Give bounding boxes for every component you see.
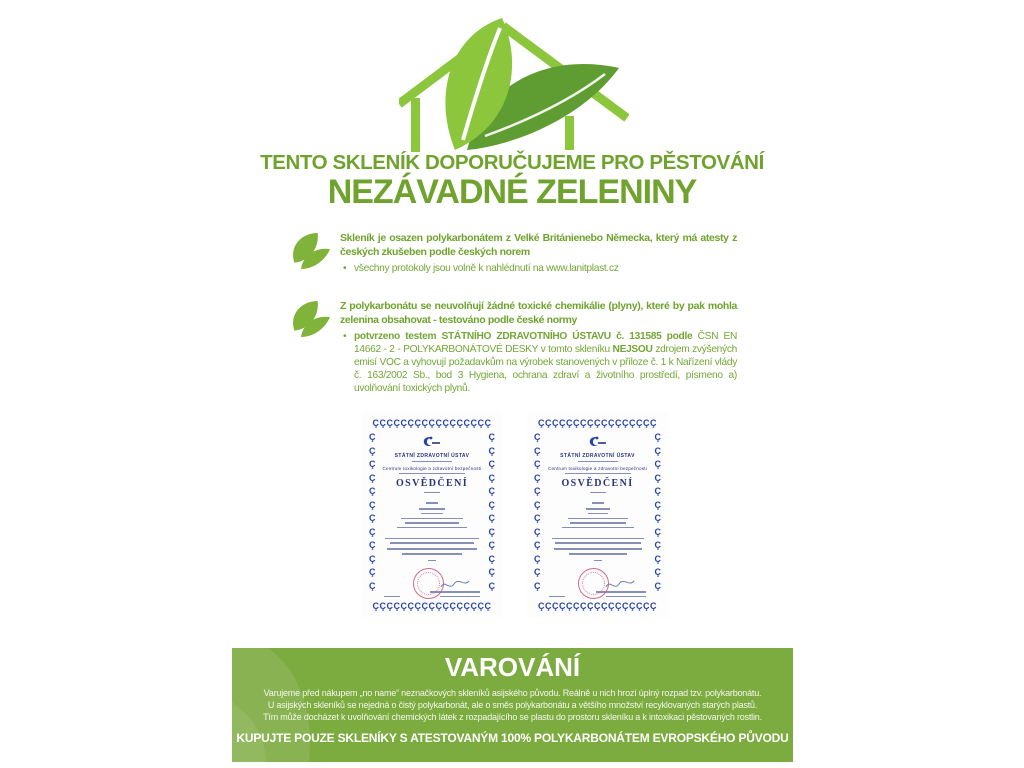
- bullet-marker: •: [343, 263, 347, 274]
- section-polycarbonate-origin: [340, 231, 737, 275]
- text-line: [594, 560, 602, 561]
- heading-line1: TENTO SKLENÍK DOPORUČUJEME PRO PĚSTOVÁNÍ: [260, 151, 764, 174]
- warning-line: Varujeme před nákupem „no name“ neznačkových skleníků asijského původu. Reálně u nich hrozí úplný rozpad tzv. polykarbonátu.: [263, 688, 762, 698]
- certificate-org: STÁTNÍ ZDRAVOTNÍ ÚSTAV: [560, 453, 635, 459]
- text-line: [578, 461, 618, 462]
- signature-icon: [605, 578, 635, 597]
- certificate-content: [549, 433, 646, 599]
- section-no-toxins: [340, 299, 737, 395]
- text-block: [384, 500, 480, 530]
- leaf-icon: [287, 229, 333, 275]
- szu-logo-icon: [421, 435, 443, 449]
- section-lead: Skleník je osazen polykarbonátem z Velké Británienebo Německa, který má atesty z českých zkušeben podle českých norem: [340, 232, 737, 258]
- section-bullet: [340, 330, 737, 395]
- text-line: [424, 492, 440, 493]
- certificate-border: ÇÇÇÇÇÇÇÇÇÇÇÇ: [369, 432, 376, 591]
- text-line: [590, 492, 606, 493]
- certificate-border: ÇÇÇÇÇÇÇÇÇÇÇÇÇÇÇÇÇ: [538, 418, 657, 428]
- bullet-text-bold: NEJSOU: [612, 344, 653, 355]
- section-bullet: [340, 262, 737, 275]
- greenhouse-logo-icon: [399, 12, 629, 152]
- warning-line: U asijských skleníků se nejedná o čistý polykarbonát, ale o směs polykarbonátu a většího množství recyklovaných starých plastů.: [267, 700, 758, 710]
- section-lead: Z polykarbonátu se neuvolňují žádné toxické chemikálie (plyny), které by pak mohla zelenina obsahovat - testováno podle české normy: [340, 300, 737, 326]
- text-line: [399, 473, 465, 474]
- bullet-marker: •: [343, 331, 347, 342]
- text-block: [549, 500, 646, 530]
- certificate-title: OSVĚDČENÍ: [395, 478, 469, 490]
- certificate-org: STÁTNÍ ZDRAVOTNÍ ÚSTAV: [394, 453, 470, 459]
- text-block: [549, 536, 646, 556]
- certificate-content: [384, 433, 480, 599]
- bullet-text-bold: potvrzeno testem STÁTNÍHO ZDRAVOTNÍHO ÚSTAVU č. 131585 podle: [354, 331, 698, 342]
- certificate-border: ÇÇÇÇÇÇÇÇÇÇÇÇÇÇÇÇÇ: [372, 418, 492, 428]
- certificate-border: ÇÇÇÇÇÇÇÇÇÇÇÇÇÇÇÇÇ: [538, 601, 657, 611]
- certificate-title: OSVĚDČENÍ: [561, 478, 634, 490]
- stamp-area: [549, 568, 646, 590]
- certificate-center-line: Centrum toxikologie a zdravotní bezpečnosti: [382, 466, 482, 472]
- warning-title: VAROVÁNÍ: [444, 652, 581, 682]
- heading-line2: NEZÁVADNÉ ZELENINY: [327, 173, 697, 211]
- text-line: [565, 473, 631, 474]
- signature-icon: [440, 578, 470, 597]
- bullet-text: všechny protokoly jsou volně k nahlédnutí na www.lanitplast.cz: [354, 263, 619, 274]
- warning-line: Tím může docházet k uvolňování chemických látek z rozpadajícího se plastu do prostoru skleníku a k intoxikaci pěstovaných rostlin.: [263, 712, 762, 722]
- bullet-text: ČSN EN 14662 - 2 - POLYKARBONÁTOVÉ DESKY v tomto skleníku: [354, 331, 737, 355]
- warning-text: [232, 687, 793, 723]
- warning-band: [232, 648, 793, 762]
- leaf-icon: [287, 297, 333, 343]
- text-block: [384, 536, 480, 556]
- warning-footer: KUPUJTE POUZE SKLENÍKY S ATESTOVANÝM 100% POLYKARBONÁTEM EVROPSKÉHO PŮVODU: [236, 731, 789, 745]
- certificate-border: ÇÇÇÇÇÇÇÇÇÇÇÇÇÇÇÇÇ: [372, 601, 492, 611]
- szu-logo-icon: [587, 435, 609, 449]
- certificate-border: ÇÇÇÇÇÇÇÇÇÇÇÇ: [534, 432, 541, 591]
- stamp-area: [384, 568, 480, 590]
- certificate-border: ÇÇÇÇÇÇÇÇÇÇÇÇ: [488, 432, 495, 591]
- certificate-border: ÇÇÇÇÇÇÇÇÇÇÇÇ: [654, 432, 661, 591]
- certificate: [362, 412, 502, 618]
- certificate-center-line: Centrum toxikologie a zdravotní bezpečnosti: [548, 466, 647, 472]
- greenhouse-logo: [399, 12, 629, 152]
- bullet-text: zdrojem zvýšených emisí VOC a vyhovují požadavkům na výrobek stanovených v příloze č. 1 k Nařízení vlády č. 163/2002 Sb., bod 3 Hygiena, ochrana zdraví a životního prostředí, písmeno a) uvolňování toxických plynů.: [354, 344, 738, 394]
- certificate: [527, 412, 668, 618]
- text-line: [428, 560, 436, 561]
- text-line: [412, 461, 452, 462]
